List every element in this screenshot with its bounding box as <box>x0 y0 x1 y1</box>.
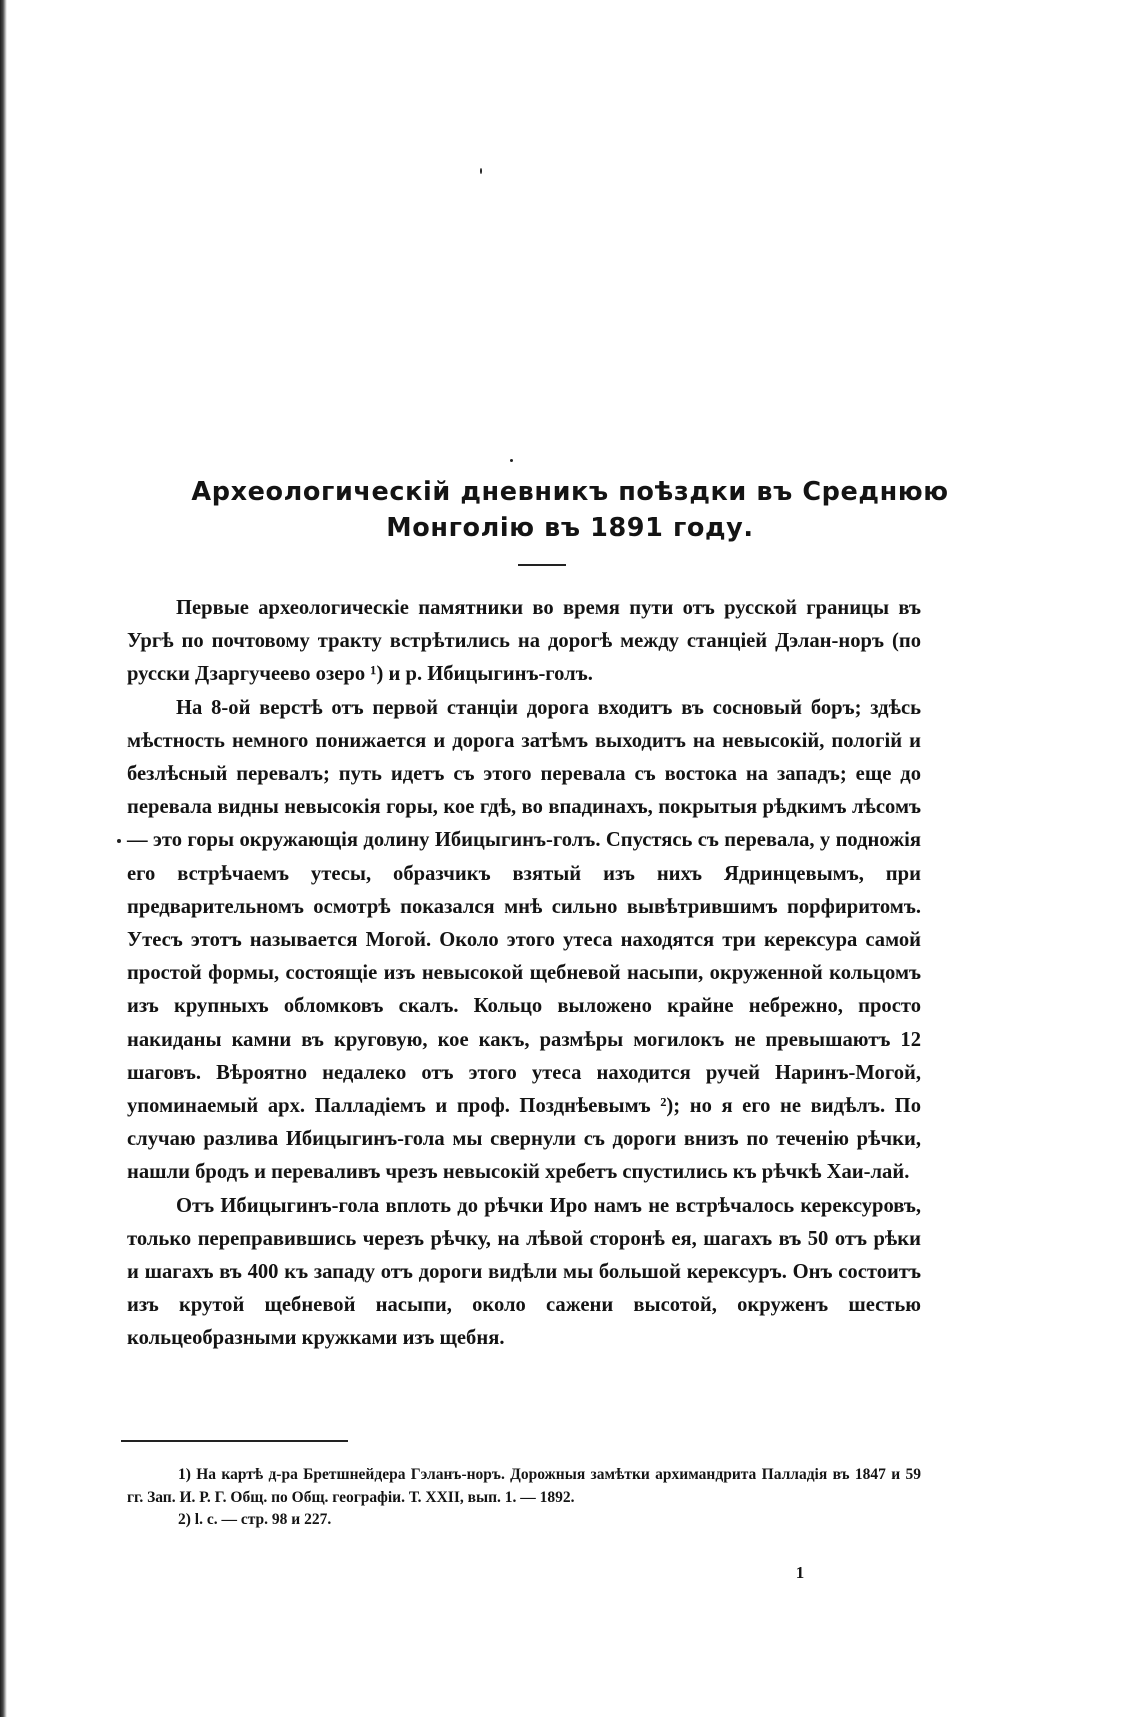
footnotes <box>127 1464 921 1532</box>
footnote-divider <box>121 1440 348 1442</box>
scan-speck <box>510 459 513 462</box>
body-text <box>127 592 921 1356</box>
scan-speck <box>117 839 121 843</box>
document-title <box>120 474 1020 546</box>
page-binding-edge <box>0 0 7 1717</box>
paragraph-1: Первые археологическіе памятники во время пути отъ русской границы въ Ургѣ по почтовому тракту встрѣтились на дорогѣ между станціей Дэлан-норъ (по русски Дзаргучеево озеро ¹) и р. Ибицыгинъ-голъ. <box>127 597 921 686</box>
page-number: 1 <box>795 1563 805 1582</box>
title-line-1: Археологическій дневникъ поѣздки въ Среднюю <box>191 477 949 507</box>
title-divider <box>518 564 566 566</box>
title-line-2: Монголію въ 1891 году. <box>386 513 754 543</box>
scan-speck <box>480 168 482 174</box>
footnote-2: 2) l. c. — стр. 98 и 227. <box>178 1511 332 1528</box>
paragraph-3: Отъ Ибицыгинъ-гола вплоть до рѣчки Иро намъ не встрѣчалось керексуровъ, только переправившись черезъ рѣчку, на лѣвой сторонѣ ея, шагахъ въ 50 отъ рѣки и шагахъ въ 400 къ западу отъ дороги видѣли мы большой керексуръ. Онъ состоитъ изъ крутой щебневой насыпи, около сажени высотой, окруженъ шестью кольцеобразными кружками изъ щебня. <box>127 1194 921 1350</box>
footnote-1: 1) На картѣ д-ра Бретшнейдера Гэланъ-норъ. Дорожныя замѣтки архимандрита Палладія въ 1847 и 59 гг. Зап. И. Р. Г. Общ. по Общ. географіи. Т. XXII, вып. 1. — 1892. <box>127 1466 921 1506</box>
paragraph-2: На 8-ой верстѣ отъ первой станціи дорога входитъ въ сосновый боръ; здѣсь мѣстность немного понижается и дорога затѣмъ выходитъ на невысокій, пологій и безлѣсный перевалъ; путь идетъ съ этого перевала съ востока на западъ; еще до перевала видны невысокія горы, кое гдѣ, во впадинахъ, покрытыя рѣдкимъ лѣсомъ — это горы окружающія долину Ибицыгинъ-голъ. Спустясь съ перевала, у подножія его встрѣчаемъ утесы, образчикъ взятый изъ нихъ Ядринцевымъ, при предварительномъ осмотрѣ показался мнѣ сильно вывѣтрившимъ порфиритомъ. Утесъ этотъ называется Могой. Около этого утеса находятся три керексура самой простой формы, состоящіе изъ невысокой щебневой насыпи, окруженной кольцомъ изъ крупныхъ обломковъ скалъ. Кольцо выложено крайне небрежно, просто накиданы камни въ круговую, кое какъ, размѣры могилокъ не превышаютъ 12 шаговъ. Вѣроятно недалеко отъ этого утеса находится ручей Наринъ-Могой, упоминаемый арх. Палладіемъ и проф. Позднѣевымъ ²); но я его не видѣлъ. По случаю разлива Ибицыгинъ-гола мы свернули съ дороги внизъ по теченію рѣчки, нашли бродъ и переваливъ чрезъ невысокій хребетъ спустились къ рѣчкѣ Хаи-лай. <box>127 696 921 1184</box>
